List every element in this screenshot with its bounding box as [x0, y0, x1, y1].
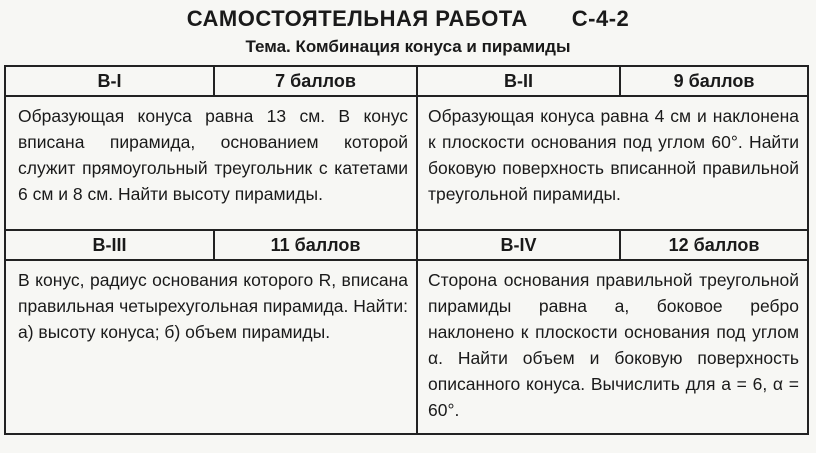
task-text-1: Образующая конуса равна 13 см. В конус вписана пирамида, основанием которой служит прямоугольный треугольник с катетами 6 см и 8 см. Найти высоту пирамиды. [18, 106, 408, 204]
work-code: С-4-2 [571, 6, 630, 31]
variant-label-3: В-III [92, 234, 127, 255]
variant-points-2: 9 баллов [619, 67, 807, 95]
variant-label-1: В-I [97, 70, 122, 91]
task-text-2: Образующая конуса равна 4 см и наклонена к плоскости основания под углом 60°. Найти боковую поверхность вписанной правильной треугольной пирамиды. [416, 97, 807, 229]
variant-points-4: 12 баллов [619, 231, 807, 259]
variant-points-1: 7 баллов [213, 67, 416, 95]
variant-label-4: В-IV [416, 231, 619, 259]
tasks-row-2 [6, 261, 807, 433]
tasks-table [4, 65, 809, 435]
topic-line: Тема. Комбинация конуса и пирамиды [245, 37, 571, 56]
header-row-2 [6, 231, 807, 261]
title-text: САМОСТОЯТЕЛЬНАЯ РАБОТА [186, 6, 528, 31]
variant-points-3: 11 баллов [213, 231, 416, 259]
task-text-4: Сторона основания правильной треугольной пирамиды равна a, боковое ребро наклонено к плоскости основания под углом α. Найти объем и боковую поверхность описанного конуса. Вычислить для a = 6, α = 60°. [416, 261, 807, 433]
variant-label-2: В-II [416, 67, 619, 95]
header-row-1 [6, 67, 807, 97]
tasks-row-1 [6, 97, 807, 231]
task-text-3: В конус, радиус основания которого R, вписана правильная четырехугольная пирамида. Найти: а) высоту конуса; б) объем пирамиды. [18, 270, 408, 342]
worksheet-title [0, 6, 816, 32]
